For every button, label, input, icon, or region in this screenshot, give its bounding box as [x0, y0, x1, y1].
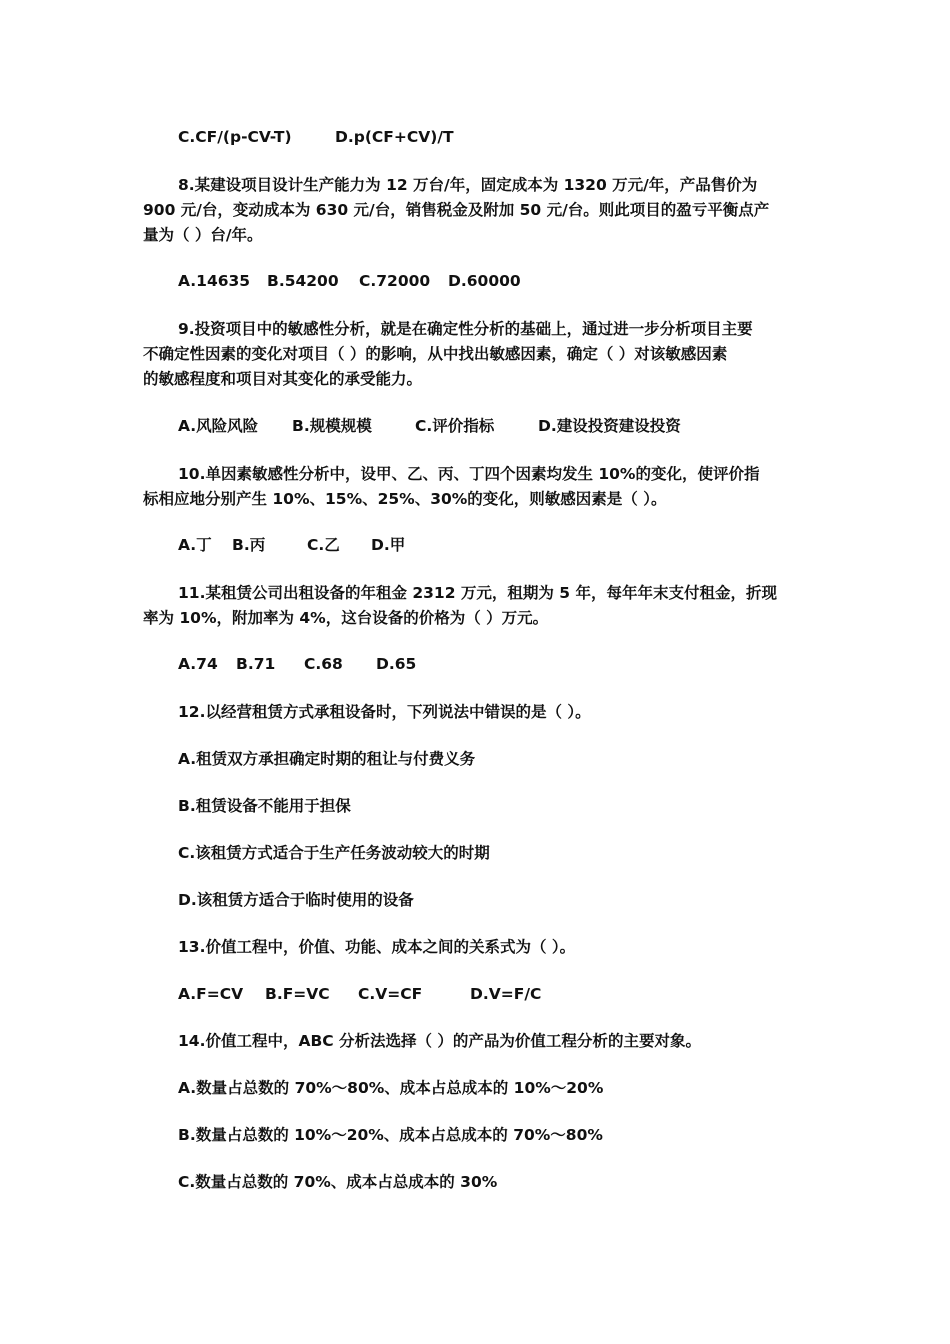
- q8-option-d: D.60000: [448, 272, 521, 290]
- q11-option-c: C.68: [304, 655, 343, 673]
- q10-option-b: B.丙: [232, 536, 266, 554]
- q12-text-line-1: 12.以经营租赁方式承租设备时，下列说法中错误的是（ ）。: [178, 703, 591, 721]
- q9-option-c: C.评价指标: [415, 417, 495, 435]
- q9-option-b: B.规模规模: [292, 417, 372, 435]
- q8-options: [178, 271, 521, 291]
- q13-options: [178, 984, 541, 1004]
- q12-option-c: C.该租赁方式适合于生产任务波动较大的时期: [178, 844, 490, 862]
- q9-text-line-3: 的敏感程度和项目对其变化的承受能力。: [143, 370, 423, 388]
- q11-option-a: A.74: [178, 655, 218, 673]
- q11-option-b: B.71: [236, 655, 276, 673]
- q12-option-d: D.该租赁方适合于临时使用的设备: [178, 891, 414, 909]
- q14-option-b: B.数量占总数的 10%～20%、成本占总成本的 70%～80%: [178, 1126, 603, 1144]
- q10-option-d: D.甲: [371, 536, 406, 554]
- q9-text-line-2: 不确定性因素的变化对项目（ ）的影响，从中找出敏感因素，确定（ ）对该敏感因素: [143, 345, 728, 363]
- q9-options: [178, 416, 681, 436]
- q10-options: [178, 535, 405, 555]
- q13-text-line-1: 13.价值工程中，价值、功能、成本之间的关系式为（ ）。: [178, 938, 576, 956]
- q12-option-a: A.租赁双方承担确定时期的租让与付费义务: [178, 750, 476, 768]
- q8-option-b: B.54200: [267, 272, 339, 290]
- q8-option-c: C.72000: [359, 272, 431, 290]
- q11-option-d: D.65: [376, 655, 417, 673]
- q11-text-line-1: 11.某租赁公司出租设备的年租金 2312 万元，租期为 5 年，每年年末支付租金，折现: [178, 584, 777, 602]
- option-d: D.p(CF+CV)/T: [335, 128, 454, 146]
- q9-option-d: D.建设投资建设投资: [538, 417, 681, 435]
- q11-options: [178, 654, 416, 674]
- q14-text-line-1: 14.价值工程中，ABC 分析法选择（ ）的产品为价值工程分析的主要对象。: [178, 1032, 701, 1050]
- q13-option-d: D.V=F/C: [470, 985, 542, 1003]
- q9-text-line-1: 9.投资项目中的敏感性分析，就是在确定性分析的基础上，通过进一步分析项目主要: [178, 320, 753, 338]
- q13-option-b: B.F=VC: [265, 985, 330, 1003]
- q14-option-c: C.数量占总数的 70%、成本占总成本的 30%: [178, 1173, 498, 1191]
- q8-text-line-3: 量为（ ）台/年。: [143, 226, 263, 244]
- q13-option-c: C.V=CF: [358, 985, 423, 1003]
- q8-option-a: A.14635: [178, 272, 251, 290]
- q10-option-a: A.丁: [178, 536, 212, 554]
- q10-text-line-1: 10.单因素敏感性分析中，设甲、乙、丙、丁四个因素均发生 10%的变化，使评价指: [178, 465, 760, 483]
- option-c: C.CF/(p-CV-T): [178, 128, 292, 146]
- q13-option-a: A.F=CV: [178, 985, 244, 1003]
- q10-text-line-2: 标相应地分别产生 10%、15%、25%、30%的变化，则敏感因素是（ ）。: [143, 490, 667, 508]
- prev-question-options: [178, 127, 454, 147]
- q10-option-c: C.乙: [307, 536, 340, 554]
- q9-option-a: A.风险风险: [178, 417, 259, 435]
- q12-option-b: B.租赁设备不能用于担保: [178, 797, 351, 815]
- q11-text-line-2: 率为 10%，附加率为 4%，这台设备的价格为（ ）万元。: [143, 609, 549, 627]
- q8-text-line-2: 900 元/台，变动成本为 630 元/台，销售税金及附加 50 元/台。则此项目的盈亏平衡点产: [143, 201, 770, 219]
- q8-text-line-1: 8.某建设项目设计生产能力为 12 万台/年，固定成本为 1320 万元/年，产品售价为: [178, 176, 758, 194]
- q14-option-a: A.数量占总数的 70%～80%、成本占总成本的 10%～20%: [178, 1079, 604, 1097]
